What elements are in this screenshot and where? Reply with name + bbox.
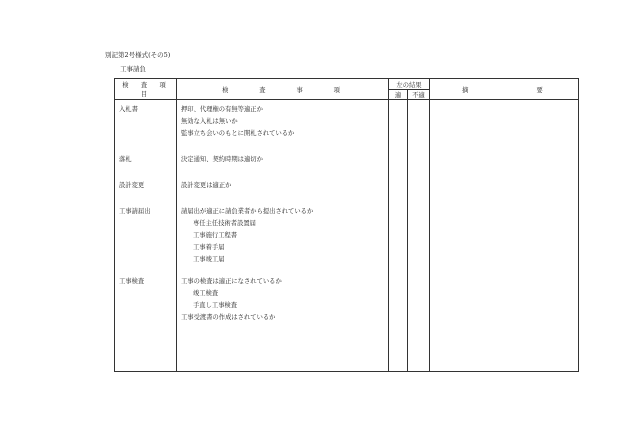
header-inspection-item: 検 査 項 目 [115,79,177,100]
result-ok-cell[interactable] [389,100,408,372]
form-title: 別記第2号様式(その5) [105,51,171,59]
item-award: 落札 [119,156,132,163]
summary-cell[interactable] [430,100,579,372]
matter-line: 監事立ち会いのもとに開札されているか [181,130,295,137]
matter-line: 決定通知、契約時期は適切か [181,156,263,163]
item-design-change: 設計変更 [119,182,145,189]
form-subtitle: 工事請負 [120,65,146,73]
matter-line: 専任主任技術者設置届 [193,220,256,227]
matter-line: 設計変更は適正か [181,182,232,189]
items-column [115,100,177,372]
matter-line: 工事受渡書の作成はされているか [181,314,276,321]
header-inspection-matter: 検 査 事 項 [177,79,389,100]
matter-line: 手直し工事検査 [193,302,238,309]
matter-line: 竣工検査 [193,290,219,297]
matter-line: 請届出が適正に請負業者から提出されているか [181,208,314,215]
header-summary: 摘 要 [430,79,579,100]
header-not-ok: 不適 [408,90,430,100]
item-construction-notification: 工事請届出 [119,208,151,215]
matter-line: 無効な入札は無いか [181,118,238,125]
result-not-ok-cell[interactable] [408,100,430,372]
item-construction-inspection: 工事検査 [119,278,145,285]
item-bid-document: 入札書 [119,106,138,113]
header-ok: 適 [389,90,408,100]
matter-line: 工事竣工届 [193,256,225,263]
matter-line: 工事着手届 [193,244,225,251]
matter-line: 工事施行工程書 [193,232,238,239]
header-result: 左の結果 [389,79,430,90]
matters-column [177,100,389,372]
matter-line: 工事の検査は適正になされているか [181,278,282,285]
matter-line: 押印、代理権の有無等適正か [181,106,263,113]
inspection-table [114,78,579,372]
